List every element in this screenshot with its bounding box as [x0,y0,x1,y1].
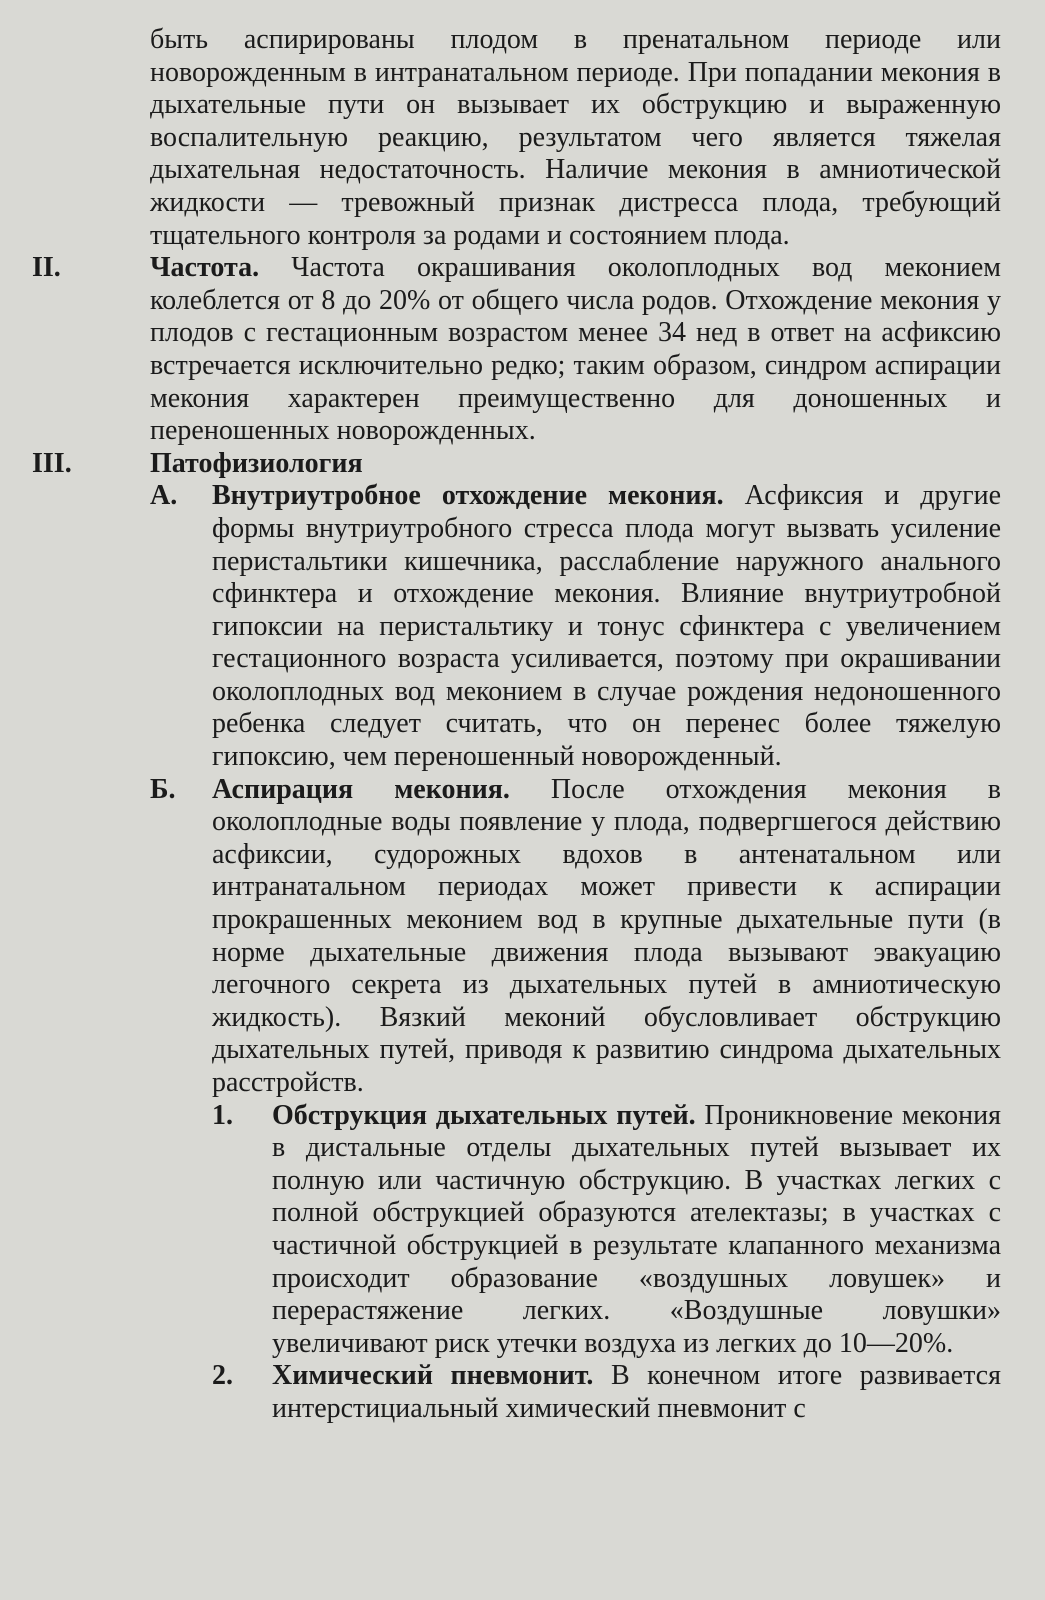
item-heading: Обструкция дыхательных путей. [272,1099,696,1131]
subsection-text: После отхождения мекония в околоплодные воды появление у плода, подвергшегося действию асфиксии, судорожных вдохов в антенатальном или интранатальном периодах может привести к аспирации прокрашенных меконием вод в крупные дыхательные пути (в норме дыхательные движения плода вызывают эвакуацию легочного секрета из дыхательных путей в амниотическую жидкость). Вязкий меконий обусловливает обструкцию дыхательных путей, приводя к развитию синдрома дыхательных расстройств. [212,773,1001,1098]
item-heading: Химический пневмонит. [272,1360,594,1392]
subsection-letter: А. [150,480,178,512]
item-number: 2. [212,1360,233,1392]
section-text: Частота окрашивания околоплодных вод меконием колеблется от 8 до 20% от общего числа родов. Отхождение мекония у плодов с гестационным возрастом менее 34 нед в ответ на асфиксию встречается исключительно редко; таким образом, синдром аспирации мекония характерен преимущественно для доношенных и переношенных новорожденных. [150,252,1002,447]
section-heading: Частота. [150,252,260,284]
section-heading: Патофизиология [150,447,363,479]
item-2 [0,1360,1001,1425]
subsection-letter: Б. [150,773,176,805]
subsection-b [0,774,1001,1100]
section-number: III. [32,447,72,479]
section-pathophysiology [0,448,1001,481]
subsection-heading: Аспирация мекония. [212,773,510,805]
item-text: Проникновение мекония в дистальные отделы дыхательных путей вызывает их полную или частичную обструкцию. В участках легких с полной обструкцией образуются ателектазы; в участках с частичной обструкцией в результате клапанного механизма происходит образование «воздушных ловушек» и перерастяжение легких. «Воздушные ловушки» увеличивают риск утечки воздуха из легких до 10—20%. [272,1099,1001,1359]
item-text: В конечном итоге развивается интерстициальный химический пневмонит с [272,1360,1001,1424]
subsection-heading: Внутриутробное отхождение мекония. [212,480,724,512]
section-number: II. [32,252,61,284]
item-number: 1. [212,1099,233,1131]
subsection-a [0,480,1001,773]
intro-paragraph: быть аспирированы плодом в пренатальном периоде или новорожденным в интранатальном периоде. При попадании мекония в дыхательные пути он вызывает их обструкцию и выраженную воспалительную реакцию, результатом чего является тяжелая дыхательная недостаточность. Наличие мекония в амниотической жидкости — тревожный признак дистресса плода, требующий тщательного контроля за родами и состоянием плода. [150,24,1001,251]
subsection-text: Асфиксия и другие формы внутриутробного стресса плода могут вызвать усиление перистальтики кишечника, расслабление наружного анального сфинктера и отхождение мекония. Влияние внутриутробной гипоксии на перистальтику и тонус сфинктера с увеличением гестационного возраста усиливается, поэтому при окрашивании околоплодных вод меконием в случае рождения недоношенного ребенка следует считать, что он перенес более тяжелую гипоксию, чем переношенный новорожденный. [212,480,1002,773]
item-1 [0,1100,1001,1361]
section-frequency [0,252,1001,448]
